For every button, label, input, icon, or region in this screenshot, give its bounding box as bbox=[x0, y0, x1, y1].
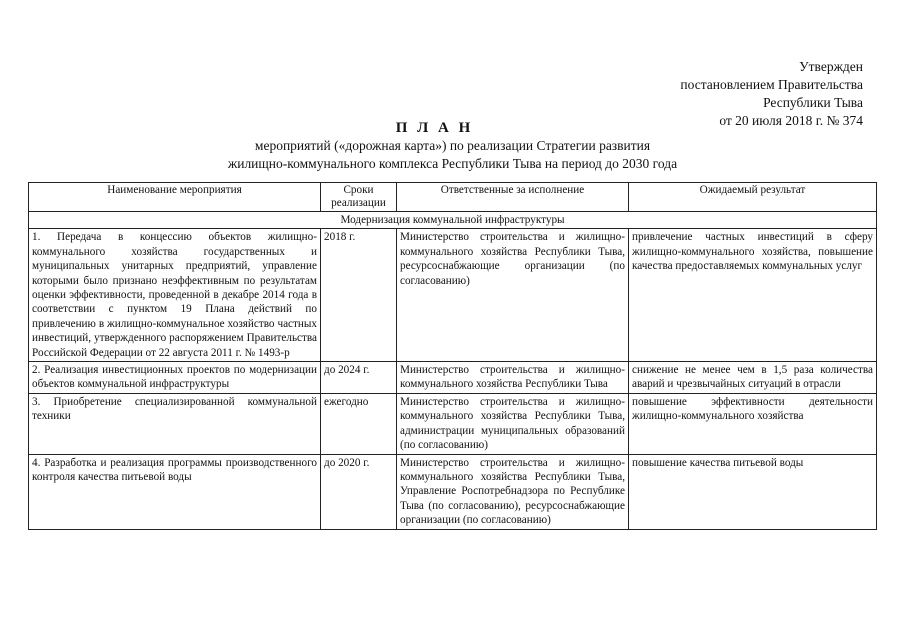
cell-name: 1. Передача в концессию объектов жилищно-коммунального хозяйства государственных и муниципальных унитарных предприятий, управление которыми было признано неэффективным по результатам оценки эффективности, проведенной в декабре 2014 года в соответствии с пунктом 19 Плана действий по привлечению в жилищно-коммунальное хозяйство частных инвестиций, утвержденного распоряжением Правительства Российской Федерации от 22 августа 2011 г. № 1493-р bbox=[29, 229, 321, 362]
cell-name: 3. Приобретение специализированной коммунальной техники bbox=[29, 393, 321, 454]
plan-subtitle-line: жилищно-коммунального комплекса Республики Тыва на период до 2030 года bbox=[227, 156, 678, 171]
header-name: Наименование мероприятия bbox=[29, 183, 321, 212]
cell-result: снижение не менее чем в 1,5 раза количества аварий и чрезвычайных ситуаций в отрасли bbox=[629, 362, 877, 394]
plan-subtitle bbox=[0, 137, 905, 173]
table-row bbox=[29, 362, 877, 394]
plan-table bbox=[28, 182, 877, 530]
cell-responsible: Министерство строительства и жилищно-коммунального хозяйства Республики Тыва, администрации муниципальных образований (по согласованию) bbox=[397, 393, 629, 454]
cell-name: 4. Разработка и реализация программы производственного контроля качества питьевой воды bbox=[29, 454, 321, 529]
approval-line: постановлением Правительства bbox=[680, 77, 863, 92]
plan-subtitle-line: мероприятий («дорожная карта») по реализации Стратегии развития bbox=[254, 138, 651, 153]
cell-term: до 2024 г. bbox=[321, 362, 397, 394]
header-term: Сроки реализации bbox=[321, 183, 397, 212]
header-responsible: Ответственные за исполнение bbox=[397, 183, 629, 212]
approval-date: от 20 июля 2018 г. № 374 bbox=[719, 113, 863, 128]
table-header-row bbox=[29, 183, 877, 212]
table-row bbox=[29, 229, 877, 362]
cell-result: привлечение частных инвестиций в сферу жилищно-коммунального хозяйства, повышение качества предоставляемых коммунальных услуг bbox=[629, 229, 877, 362]
table-row bbox=[29, 454, 877, 529]
cell-responsible: Министерство строительства и жилищно-коммунального хозяйства Республики Тыва bbox=[397, 362, 629, 394]
section-row bbox=[29, 212, 877, 229]
cell-term: 2018 г. bbox=[321, 229, 397, 362]
plan-title: П Л А Н bbox=[395, 120, 474, 136]
cell-term: до 2020 г. bbox=[321, 454, 397, 529]
approval-line: Республики Тыва bbox=[763, 95, 863, 110]
cell-name: 2. Реализация инвестиционных проектов по модернизации объектов коммунальной инфраструктуры bbox=[29, 362, 321, 394]
cell-responsible: Министерство строительства и жилищно-коммунального хозяйства Республики Тыва, Управление Роспотребнадзора по Республике Тыва (по согласованию), ресурсоснабжающие организации (по согласованию) bbox=[397, 454, 629, 529]
cell-responsible: Министерство строительства и жилищно-коммунального хозяйства Республики Тыва, ресурсоснабжающие организации (по согласованию) bbox=[397, 229, 629, 362]
section-title: Модернизация коммунальной инфраструктуры bbox=[29, 212, 877, 229]
cell-term: ежегодно bbox=[321, 393, 397, 454]
approval-line: Утвержден bbox=[799, 59, 863, 74]
cell-result: повышение эффективности деятельности жилищно-коммунального хозяйства bbox=[629, 393, 877, 454]
table-row bbox=[29, 393, 877, 454]
header-result: Ожидаемый результат bbox=[629, 183, 877, 212]
cell-result: повышение качества питьевой воды bbox=[629, 454, 877, 529]
